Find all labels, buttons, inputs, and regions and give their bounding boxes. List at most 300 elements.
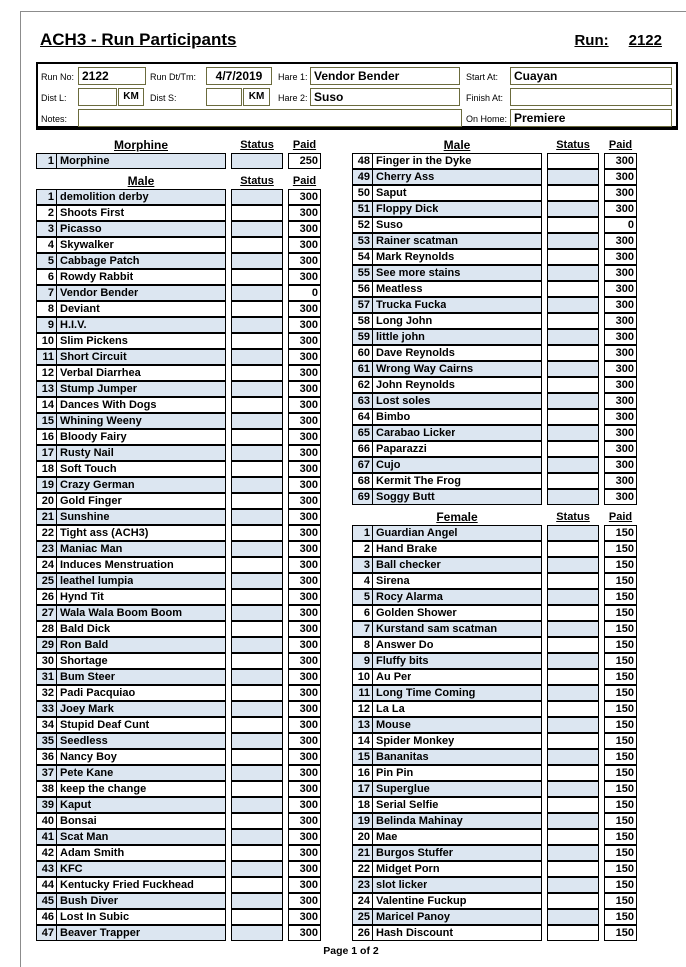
participant-name-cell (36, 829, 226, 845)
row-number: 33 (37, 702, 57, 716)
status-cell (547, 153, 599, 169)
row-number: 69 (353, 490, 373, 504)
participant-row (36, 429, 321, 445)
paid-amount: 150 (604, 525, 637, 541)
paid-amount: 150 (604, 541, 637, 557)
row-number: 48 (353, 154, 373, 168)
paid-amount: 300 (604, 361, 637, 377)
dist-s-field (206, 88, 242, 106)
paid-amount: 300 (288, 557, 321, 573)
section-male (36, 172, 321, 941)
participant-name: Long Time Coming (376, 687, 476, 699)
status-cell (231, 701, 283, 717)
row-number: 20 (37, 494, 57, 508)
paid-amount: 300 (288, 189, 321, 205)
paid-amount: 300 (288, 797, 321, 813)
participant-name-cell (36, 317, 226, 333)
status-cell (231, 605, 283, 621)
participant-name: little john (376, 331, 425, 343)
participant-row (36, 509, 321, 525)
paid-amount: 150 (604, 733, 637, 749)
participant-name-cell (36, 893, 226, 909)
run-number: 2122 (628, 32, 662, 49)
paid-amount: 300 (288, 765, 321, 781)
row-number: 10 (37, 334, 57, 348)
participant-row (352, 605, 637, 621)
participant-name: Kentucky Fried Fuckhead (60, 879, 194, 891)
participant-name: Superglue (376, 783, 430, 795)
participant-name-cell (36, 621, 226, 637)
paid-amount: 300 (288, 925, 321, 941)
participant-name: Bimbo (376, 411, 411, 423)
row-number: 17 (37, 446, 57, 460)
participant-row (352, 909, 637, 925)
participant-row (36, 525, 321, 541)
section-title: Female (436, 509, 478, 524)
participant-name-cell (36, 557, 226, 573)
participant-name: La La (376, 703, 405, 715)
participant-name: Verbal Diarrhea (60, 367, 141, 379)
participant-name-cell (36, 669, 226, 685)
paid-amount: 300 (288, 253, 321, 269)
paid-amount: 300 (604, 441, 637, 457)
status-column-header: Status (556, 510, 590, 523)
finish-at-field (510, 88, 672, 106)
paid-amount: 300 (604, 377, 637, 393)
dist-l-field (78, 88, 117, 106)
participant-name-cell (352, 457, 542, 473)
participant-name: Suso (376, 219, 403, 231)
paid-amount: 300 (288, 429, 321, 445)
participant-row (352, 765, 637, 781)
notes-field (78, 109, 462, 127)
paid-amount: 300 (288, 333, 321, 349)
participant-row (352, 733, 637, 749)
row-number: 53 (353, 234, 373, 248)
participant-row (352, 457, 637, 473)
participant-row (36, 221, 321, 237)
status-cell (547, 233, 599, 249)
status-cell (547, 201, 599, 217)
status-cell (231, 669, 283, 685)
run-no-label: Run No: (41, 72, 75, 82)
participant-row (36, 541, 321, 557)
row-number: 4 (353, 574, 373, 588)
run-no-field: 2122 (78, 67, 146, 85)
participant-name: Spider Monkey (376, 735, 455, 747)
participant-name-cell (352, 473, 542, 489)
participant-row (352, 829, 637, 845)
participant-row (36, 269, 321, 285)
participant-row (36, 621, 321, 637)
paid-amount: 300 (288, 493, 321, 509)
participant-name-cell (352, 217, 542, 233)
participant-row (352, 249, 637, 265)
participant-name: Stump Jumper (60, 383, 138, 395)
participant-row (36, 477, 321, 493)
paid-amount: 300 (604, 393, 637, 409)
status-cell (231, 509, 283, 525)
paid-amount: 300 (604, 457, 637, 473)
hare1-field: Vendor Bender (310, 67, 460, 85)
row-number: 19 (353, 814, 373, 828)
paid-amount: 300 (288, 237, 321, 253)
row-number: 60 (353, 346, 373, 360)
start-at-field: Cuayan (510, 67, 672, 85)
status-cell (547, 621, 599, 637)
paid-amount: 300 (288, 893, 321, 909)
paid-amount: 150 (604, 749, 637, 765)
participant-name-cell (352, 925, 542, 941)
paid-amount: 300 (288, 317, 321, 333)
status-cell (547, 217, 599, 233)
status-cell (547, 589, 599, 605)
participant-row (36, 781, 321, 797)
participant-name-cell (36, 397, 226, 413)
status-cell (547, 653, 599, 669)
participant-name: Vendor Bender (60, 287, 139, 299)
row-number: 57 (353, 298, 373, 312)
participant-name: Bloody Fairy (60, 431, 127, 443)
participant-row (36, 909, 321, 925)
participant-row (36, 797, 321, 813)
participant-name: Gold Finger (60, 495, 122, 507)
paid-amount: 150 (604, 893, 637, 909)
status-cell (231, 153, 283, 169)
participant-name: Carabao Licker (376, 427, 456, 439)
status-cell (547, 525, 599, 541)
paid-amount: 150 (604, 701, 637, 717)
participant-name-cell (352, 313, 542, 329)
section-title: Morphine (114, 137, 168, 152)
participant-row (352, 877, 637, 893)
participant-name-cell (36, 765, 226, 781)
participant-row (352, 233, 637, 249)
participant-name: keep the change (60, 783, 147, 795)
status-cell (547, 169, 599, 185)
participant-name-cell (352, 845, 542, 861)
participant-name: Rowdy Rabbit (60, 271, 134, 283)
row-number: 28 (37, 622, 57, 636)
participant-row (352, 489, 637, 505)
row-number: 27 (37, 606, 57, 620)
status-column-header: Status (556, 138, 590, 151)
row-number: 10 (353, 670, 373, 684)
paid-amount: 300 (604, 265, 637, 281)
participant-name: leathel lumpia (60, 575, 134, 587)
status-cell (547, 409, 599, 425)
participant-row (36, 605, 321, 621)
participant-name: Trucka Fucka (376, 299, 447, 311)
participant-name-cell (36, 845, 226, 861)
row-number: 42 (37, 846, 57, 860)
row-number: 6 (353, 606, 373, 620)
paid-amount: 300 (604, 153, 637, 169)
participant-name: Pin Pin (376, 767, 414, 779)
section-male (352, 136, 637, 505)
paid-column-header: Paid (292, 138, 317, 151)
status-cell (547, 441, 599, 457)
participant-row (36, 893, 321, 909)
paid-amount: 300 (288, 861, 321, 877)
participant-row (352, 361, 637, 377)
participant-row (352, 281, 637, 297)
participant-name-cell (36, 685, 226, 701)
participant-name-cell (352, 701, 542, 717)
participant-row (36, 333, 321, 349)
participant-name-cell (352, 797, 542, 813)
row-number: 62 (353, 378, 373, 392)
row-number: 18 (353, 798, 373, 812)
row-number: 11 (353, 686, 373, 700)
row-number: 34 (37, 718, 57, 732)
status-cell (231, 205, 283, 221)
participant-name: Shortage (60, 655, 108, 667)
participant-name: Bonsai (60, 815, 97, 827)
participant-name-cell (352, 685, 542, 701)
paid-amount: 300 (288, 845, 321, 861)
participant-name: Cujo (376, 459, 401, 471)
status-cell (231, 781, 283, 797)
status-cell (547, 573, 599, 589)
paid-amount: 150 (604, 925, 637, 941)
participant-name-cell (352, 425, 542, 441)
participant-row (36, 669, 321, 685)
participant-name-cell (36, 573, 226, 589)
status-cell (547, 361, 599, 377)
participant-name: Mouse (376, 719, 411, 731)
row-number: 47 (37, 926, 57, 940)
table-column-right (352, 136, 637, 944)
participant-row (36, 397, 321, 413)
paid-amount: 300 (288, 269, 321, 285)
paid-amount: 250 (288, 153, 321, 169)
row-number: 66 (353, 442, 373, 456)
participant-name-cell (352, 829, 542, 845)
paid-amount: 300 (604, 201, 637, 217)
participant-name-cell (352, 877, 542, 893)
paid-amount: 150 (604, 637, 637, 653)
row-number: 63 (353, 394, 373, 408)
participant-name-cell (36, 237, 226, 253)
participant-row (36, 301, 321, 317)
participant-row (36, 153, 321, 169)
paid-amount: 300 (604, 185, 637, 201)
participant-name: Long John (376, 315, 433, 327)
status-cell (547, 925, 599, 941)
row-number: 22 (353, 862, 373, 876)
status-cell (547, 781, 599, 797)
participant-row (352, 425, 637, 441)
participant-name: Maricel Panoy (376, 911, 450, 923)
participant-name-cell (352, 653, 542, 669)
status-cell (547, 605, 599, 621)
participant-name: Joey Mark (60, 703, 114, 715)
participant-name-cell (352, 573, 542, 589)
section-female (352, 508, 637, 941)
row-number: 68 (353, 474, 373, 488)
participant-row (352, 701, 637, 717)
section-title: Male (443, 137, 471, 152)
participant-name: Mark Reynolds (376, 251, 455, 263)
row-number: 46 (37, 910, 57, 924)
paid-amount: 300 (604, 489, 637, 505)
row-number: 45 (37, 894, 57, 908)
row-number: 39 (37, 798, 57, 812)
participant-name: Whining Weeny (60, 415, 142, 427)
participant-name-cell (352, 781, 542, 797)
participant-row (352, 313, 637, 329)
status-cell (231, 269, 283, 285)
participant-row (352, 621, 637, 637)
paid-amount: 300 (288, 541, 321, 557)
status-cell (547, 701, 599, 717)
row-number: 38 (37, 782, 57, 796)
participant-name-cell (352, 297, 542, 313)
row-number: 25 (37, 574, 57, 588)
paid-amount: 0 (288, 285, 321, 301)
row-number: 40 (37, 814, 57, 828)
participant-name: Belinda Mahinay (376, 815, 463, 827)
participant-name: Soggy Butt (376, 491, 435, 503)
paid-amount: 300 (604, 345, 637, 361)
participant-row (352, 217, 637, 233)
participant-name: Midget Porn (376, 863, 440, 875)
participant-row (352, 541, 637, 557)
status-cell (547, 685, 599, 701)
status-cell (231, 845, 283, 861)
status-cell (547, 297, 599, 313)
row-number: 2 (353, 542, 373, 556)
participant-name-cell (36, 909, 226, 925)
paid-amount: 300 (288, 509, 321, 525)
row-number: 12 (37, 366, 57, 380)
participant-name-cell (352, 281, 542, 297)
participant-name-cell (36, 493, 226, 509)
status-column-header: Status (240, 174, 274, 187)
participant-name: Tight ass (ACH3) (60, 527, 149, 539)
row-number: 12 (353, 702, 373, 716)
status-cell (231, 829, 283, 845)
row-number: 5 (353, 590, 373, 604)
participant-row (36, 365, 321, 381)
participant-name: Meatless (376, 283, 423, 295)
participant-row (36, 285, 321, 301)
row-number: 13 (353, 718, 373, 732)
participant-name-cell (36, 285, 226, 301)
status-cell (231, 237, 283, 253)
participant-name-cell (36, 349, 226, 365)
status-cell (231, 733, 283, 749)
paid-amount: 300 (288, 205, 321, 221)
status-cell (231, 365, 283, 381)
paid-amount: 300 (288, 349, 321, 365)
participant-name: Stupid Deaf Cunt (60, 719, 150, 731)
participant-name-cell (352, 233, 542, 249)
row-number: 24 (37, 558, 57, 572)
status-cell (547, 377, 599, 393)
participant-row (36, 701, 321, 717)
participant-name: Fluffy bits (376, 655, 429, 667)
participant-name-cell (352, 345, 542, 361)
participant-name: Induces Menstruation (60, 559, 174, 571)
participant-name: Sirena (376, 575, 410, 587)
row-number: 4 (37, 238, 57, 252)
row-number: 2 (37, 206, 57, 220)
participant-name: Skywalker (60, 239, 114, 251)
status-cell (547, 717, 599, 733)
status-cell (231, 813, 283, 829)
paid-column-header: Paid (608, 510, 633, 523)
section-morphine (36, 136, 321, 169)
status-cell (231, 893, 283, 909)
row-number: 16 (353, 766, 373, 780)
participant-name-cell (352, 393, 542, 409)
participant-name-cell (352, 813, 542, 829)
status-cell (547, 313, 599, 329)
status-cell (231, 797, 283, 813)
row-number: 1 (353, 526, 373, 540)
status-cell (231, 909, 283, 925)
paid-amount: 150 (604, 781, 637, 797)
paid-amount: 300 (288, 781, 321, 797)
paid-amount: 150 (604, 685, 637, 701)
paid-amount: 150 (604, 653, 637, 669)
paid-amount: 300 (288, 381, 321, 397)
status-cell (231, 349, 283, 365)
participant-name-cell (36, 301, 226, 317)
paid-amount: 300 (604, 425, 637, 441)
row-number: 18 (37, 462, 57, 476)
report-page (20, 11, 686, 967)
participant-name: Scat Man (60, 831, 109, 843)
participant-name: Paparazzi (376, 443, 427, 455)
paid-amount: 300 (604, 249, 637, 265)
participant-row (352, 685, 637, 701)
participant-row (36, 317, 321, 333)
paid-amount: 300 (604, 313, 637, 329)
status-cell (231, 525, 283, 541)
participant-row (352, 557, 637, 573)
row-number: 31 (37, 670, 57, 684)
row-number: 21 (353, 846, 373, 860)
participant-name-cell (352, 201, 542, 217)
row-number: 9 (353, 654, 373, 668)
dist-s-label: Dist S: (150, 93, 177, 103)
run-dt-label: Run Dt/Tm: (150, 72, 197, 82)
participant-name: Bum Steer (60, 671, 116, 683)
participant-name-cell (36, 269, 226, 285)
participant-name-cell (36, 461, 226, 477)
participant-name: Seedless (60, 735, 108, 747)
paid-amount: 300 (288, 749, 321, 765)
status-cell (231, 717, 283, 733)
paid-amount: 300 (288, 365, 321, 381)
status-cell (231, 557, 283, 573)
paid-amount: 150 (604, 829, 637, 845)
paid-amount: 300 (288, 701, 321, 717)
participant-name: Bush Diver (60, 895, 119, 907)
row-number: 3 (353, 558, 373, 572)
participant-row (36, 749, 321, 765)
participant-name: Bananitas (376, 751, 429, 763)
paid-amount: 300 (288, 717, 321, 733)
participant-name: Valentine Fuckup (376, 895, 467, 907)
participant-name-cell (352, 717, 542, 733)
participant-name: Ron Bald (60, 639, 109, 651)
participant-name-cell (352, 621, 542, 637)
paid-amount: 150 (604, 557, 637, 573)
